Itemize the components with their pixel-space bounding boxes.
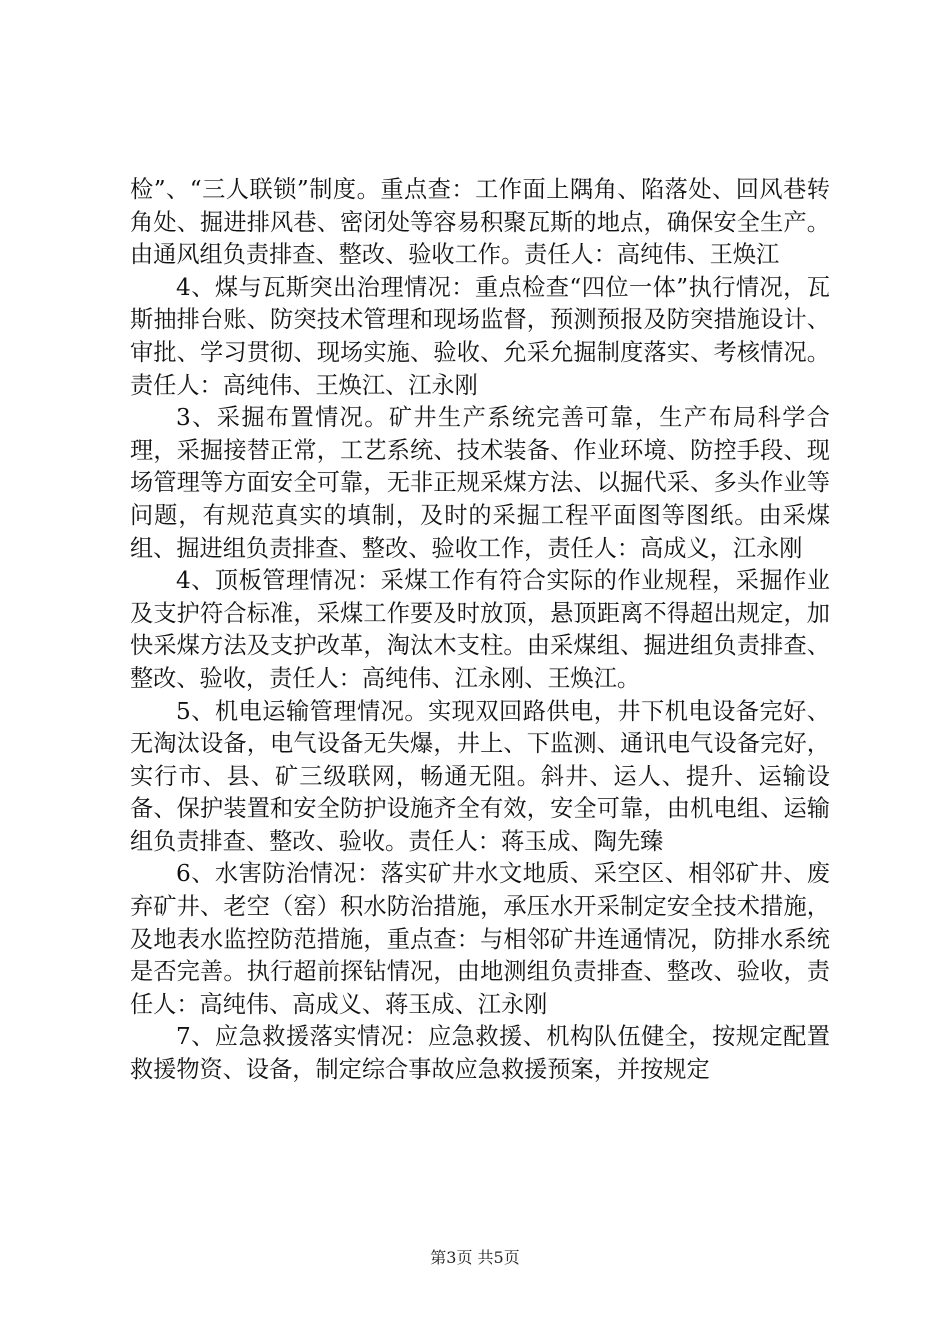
page-number-footer: 第3页 共5页 (430, 1248, 520, 1267)
paragraph-mining-layout: 3、采掘布置情况。矿井生产系统完善可靠，生产布局科学合理，采掘接替正常，工艺系统、技术装备、作业环境、防控手段、现场管理等方面安全可靠，无非正规采煤方法、以掘代采、多头作业等问题，有规范真实的填制，及时的采掘工程平面图等图纸。由采煤组、掘进组负责排查、整改、验收工作，责任人：高成义，江永刚 (130, 404, 830, 562)
paragraph-continuation: 检”、“三人联锁”制度。重点查：工作面上隅角、陷落处、回风巷转角处、掘进排风巷、密闭处等容易积聚瓦斯的地点，确保安全生产。由通风组负责排查、整改、验收工作。责任人：高纯伟、王焕江 (130, 176, 830, 269)
paragraph-water-hazard: 6、水害防治情况：落实矿井水文地质、采空区、相邻矿井、废弃矿井、老空（窑）积水防治措施，承压水开采制定安全技术措施，及地表水监控防范措施，重点查：与相邻矿井连通情况，防排水系统是否完善。执行超前探钻情况，由地测组负责排查、整改、验收，责任人：高纯伟、高成义、蒋玉成、江永刚 (130, 860, 830, 1018)
paragraph-roof-management: 4、顶板管理情况：采煤工作有符合实际的作业规程，采掘作业及支护符合标准，采煤工作要及时放顶，悬顶距离不得超出规定，加快采煤方法及支护改革，淘汰木支柱。由采煤组、掘进组负责排查、整改、验收，责任人：高纯伟、江永刚、王焕江。 (130, 567, 830, 692)
paragraph-emergency-rescue: 7、应急救援落实情况：应急救援、机构队伍健全，按规定配置救援物资、设备，制定综合事故应急救援预案，并按规定 (130, 1023, 830, 1084)
paragraph-electromechanical: 5、机电运输管理情况。实现双回路供电，井下机电设备完好、无淘汰设备，电气设备无失爆，井上、下监测、通讯电气设备完好，实行市、县、矿三级联网，畅通无阻。斜井、运人、提升、运输设备、保护装置和安全防护设施齐全有效，安全可靠，由机电组、运输组负责排查、整改、验收。责任人：蒋玉成、陶先臻 (130, 697, 830, 855)
document-body (130, 174, 830, 1087)
paragraph-gas-outburst: 4、煤与瓦斯突出治理情况：重点检查“四位一体”执行情况，瓦斯抽排台账、防突技术管理和现场监督，预测预报及防突措施设计、审批、学习贯彻、现场实施、验收、允采允掘制度落实、考核情况。责任人：高纯伟、王焕江、江永刚 (130, 273, 830, 399)
